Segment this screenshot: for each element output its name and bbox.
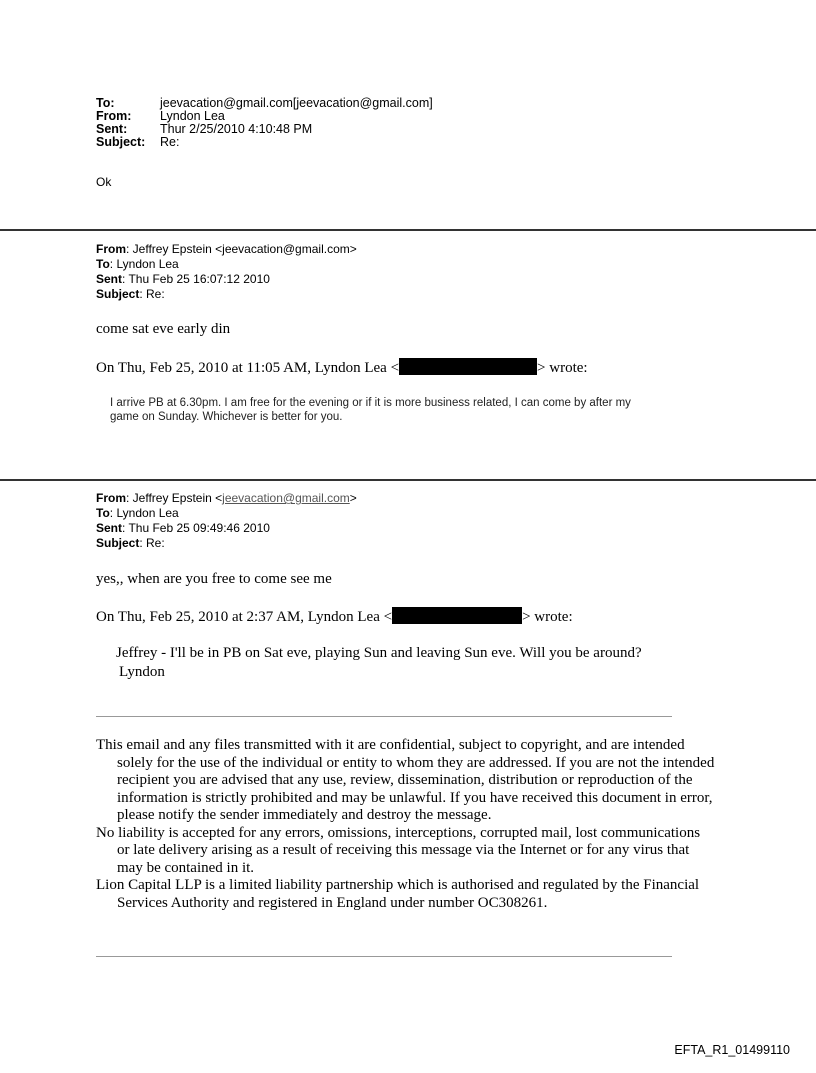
sent-label: Sent: xyxy=(96,122,128,136)
email-header xyxy=(96,97,433,149)
subject-label: Subject: xyxy=(96,135,146,149)
from-value: Lyndon Lea xyxy=(160,109,225,123)
header-sent-row xyxy=(96,123,433,136)
disclaimer-company: Lion Capital LLP is a limited liability partnership which is authorised and regulated by the Financial Services Authority and registered in England under number OC308261. xyxy=(96,877,700,911)
message3-sent: Sent: Thu Feb 25 09:49:46 2010 xyxy=(96,521,270,535)
message2-quote-intro: On Thu, Feb 25, 2010 at 11:05 AM, Lyndon Lea < > wrote: xyxy=(96,360,588,376)
message3-to: To: Lyndon Lea xyxy=(96,506,179,520)
message2-sent: Sent: Thu Feb 25 16:07:12 2010 xyxy=(96,272,270,286)
header-subject-row xyxy=(96,136,433,149)
message2-header xyxy=(96,242,357,302)
redaction-block xyxy=(399,358,537,375)
message3-header xyxy=(96,491,357,551)
message3-body: yes,, when are you free to come see me xyxy=(96,571,332,587)
reply-body: Ok xyxy=(96,175,112,189)
message2-from: From: Jeffrey Epstein <jeevacation@gmail.com> xyxy=(96,242,357,256)
header-to-row xyxy=(96,97,433,110)
message3-subject: Subject: Re: xyxy=(96,536,165,550)
message2-quote: I arrive PB at 6.30pm. I am free for the evening or if it is more business related, I can come by after my game on Sunday. Whichever is better for you. xyxy=(110,397,631,423)
document-id: EFTA_R1_01499110 xyxy=(674,1043,790,1057)
sent-value: Thur 2/25/2010 4:10:48 PM xyxy=(160,122,313,136)
message-separator xyxy=(0,479,816,481)
disclaimer-confidentiality: This email and any files transmitted with it are confidential, subject to copyright, and are intended solely for the use of the individual or entity to whom they are addressed. If you are not the intended recipient you are advised that any use, review, dissemination, distribution or reproduction of the information is strictly prohibited and may be unlawful. If you have received this document in error, please notify the sender immediately and destroy the message. xyxy=(96,737,715,823)
message3-from: From: Jeffrey Epstein <jeevacation@gmail.com> xyxy=(96,491,357,505)
disclaimer-divider xyxy=(96,716,672,717)
disclaimer xyxy=(96,737,716,912)
message2-to: To: Lyndon Lea xyxy=(96,257,179,271)
from-label: From: xyxy=(96,109,132,123)
message-separator xyxy=(0,229,816,231)
message3-quote-intro: On Thu, Feb 25, 2010 at 2:37 AM, Lyndon Lea < > wrote: xyxy=(96,609,573,625)
to-value: jeevacation@gmail.com[jeevacation@gmail.com] xyxy=(160,96,433,110)
disclaimer-liability: No liability is accepted for any errors, omissions, interceptions, corrupted mail, lost communications or late delivery arising as a result of receiving this message via the Internet or for any virus that may be contained in it. xyxy=(96,824,701,876)
email-link[interactable]: jeevacation@gmail.com xyxy=(222,491,350,505)
message2-subject: Subject: Re: xyxy=(96,287,165,301)
message2-body: come sat eve early din xyxy=(96,321,231,337)
message3-quote: Jeffrey - I'll be in PB on Sat eve, playing Sun and leaving Sun eve. Will you be around? Lyndon xyxy=(116,645,642,680)
redaction-block xyxy=(392,607,522,624)
to-label: To: xyxy=(96,96,115,110)
disclaimer-divider xyxy=(96,956,672,957)
subject-value: Re: xyxy=(160,135,180,149)
